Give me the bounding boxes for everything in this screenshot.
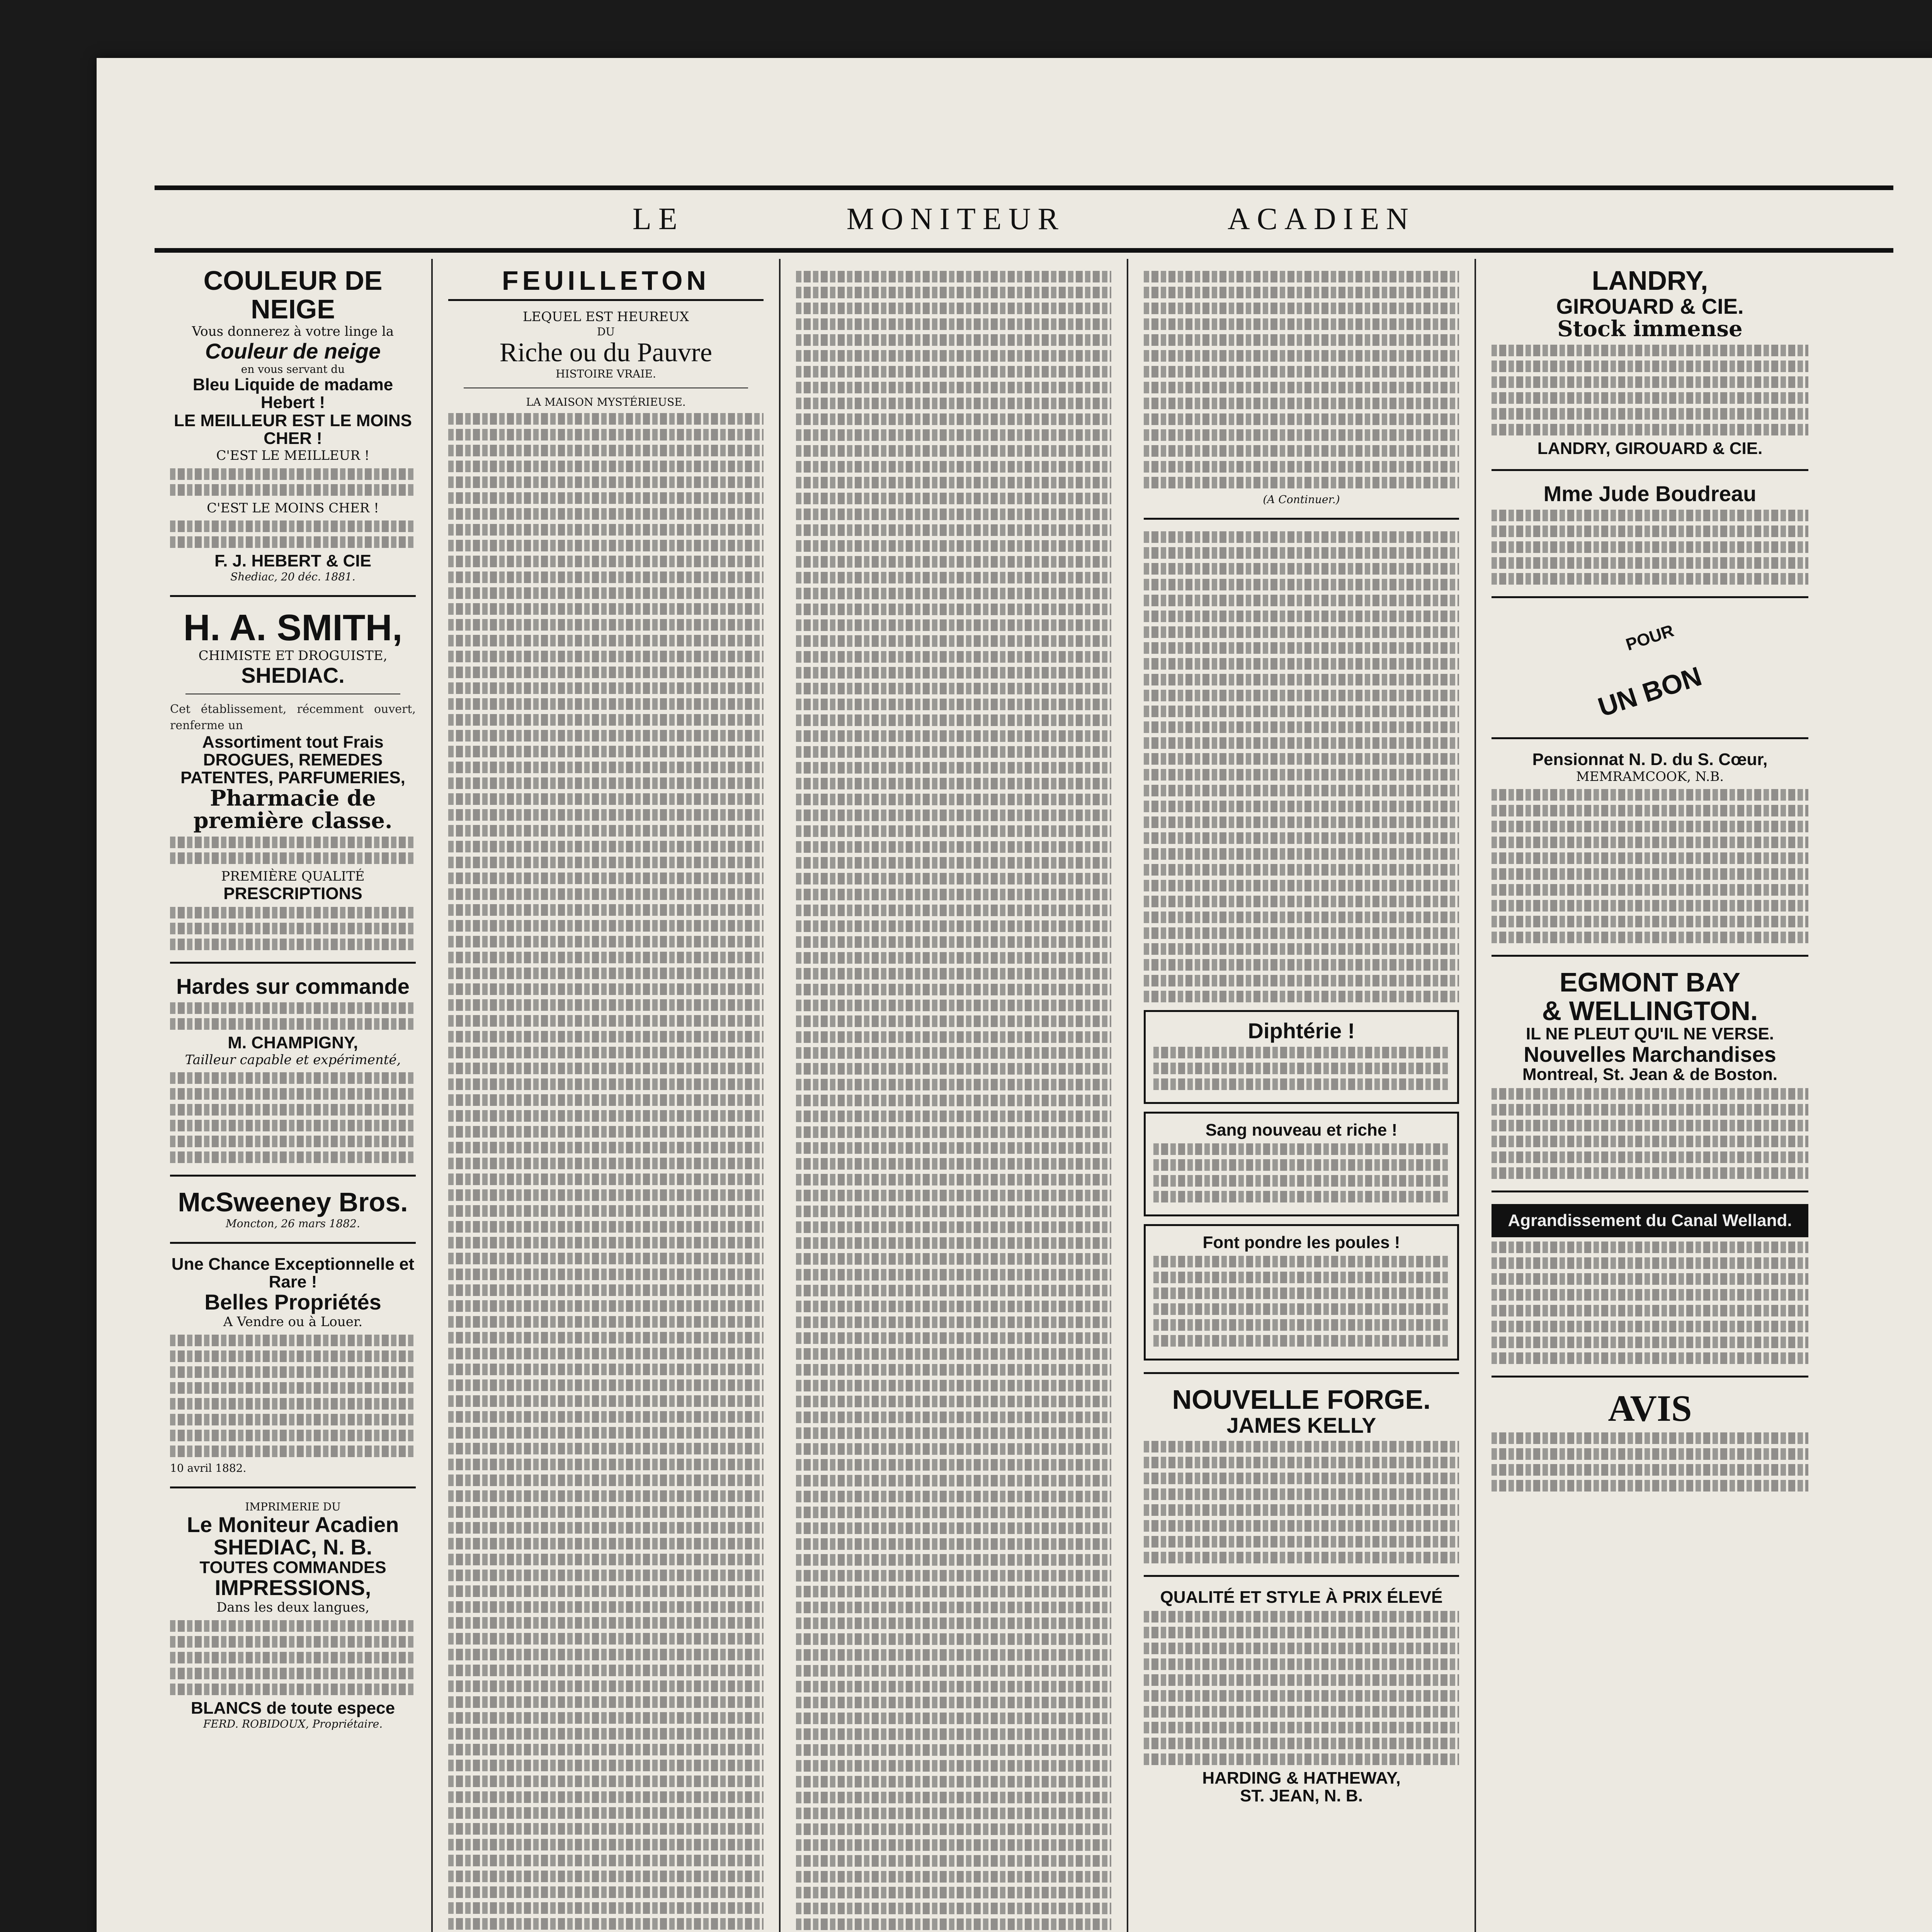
column-5-ads	[1476, 259, 1824, 1932]
story-continued-note: (A Continuer.)	[1263, 493, 1340, 506]
ad-name: JAMES KELLY	[1226, 1413, 1376, 1437]
ad-un-bon	[1492, 621, 1808, 723]
ad-line: en vous servant du	[241, 363, 345, 376]
column-4	[1128, 259, 1476, 1932]
ad-subtitle: Stock immense	[1557, 316, 1743, 342]
ad-title: Hardes sur commande	[176, 974, 410, 998]
ad-date: 10 avril 1882.	[170, 1461, 247, 1475]
ad-mcsweeney	[170, 1188, 416, 1230]
ad-subtitle: A Vendre ou à Louer.	[223, 1314, 363, 1330]
column-1-ads	[155, 259, 433, 1932]
ad-signature: F. J. HEBERT & CIE	[214, 551, 371, 571]
ad-subtitle: Belles Propriétés	[204, 1290, 381, 1315]
ad-text: Cet établissement, récemment ouvert, renferme un	[170, 702, 416, 732]
ad-town: MEMRAMCOOK, N.B.	[1576, 769, 1724, 784]
ad-pensionnat	[1492, 751, 1808, 944]
ad-avis	[1492, 1389, 1808, 1492]
ad-line: PRESCRIPTIONS	[223, 884, 362, 903]
ad-line: Nouvelles Marchandises	[1524, 1042, 1776, 1066]
ad-title: & WELLINGTON.	[1542, 995, 1758, 1026]
ad-line: Bleu Liquide de madame Hebert !	[192, 375, 393, 412]
ad-title: Diphtérie !	[1248, 1019, 1355, 1043]
newspaper-page	[97, 58, 1932, 1932]
ad-line: Vous donnerez à votre linge la	[192, 324, 394, 339]
ad-imprimerie	[170, 1500, 416, 1731]
ad-title: McSweeney Bros.	[178, 1187, 408, 1218]
ad-town: SHEDIAC.	[241, 663, 345, 687]
ad-title: GIROUARD & CIE.	[1556, 294, 1744, 318]
story-title-mid: DU	[597, 325, 615, 338]
ad-subtitle: CHIMISTE ET DROGUISTE,	[198, 648, 388, 664]
story-title-pre: LEQUEL EST HEUREUX	[522, 309, 689, 325]
ad-egmont	[1492, 968, 1808, 1179]
masthead	[155, 185, 1893, 253]
ad-line: Dans les deux langues,	[216, 1600, 369, 1616]
masthead-center: MONITEUR	[846, 202, 1065, 236]
ad-title: EGMONT BAY	[1559, 967, 1741, 998]
ad-line: TOUTES COMMANDES	[199, 1558, 386, 1577]
ad-signature: FERD. ROBIDOUX, Propriétaire.	[203, 1717, 383, 1730]
ad-title: QUALITÉ ET STYLE À PRIX ÉLEVÉ	[1160, 1588, 1443, 1607]
ad-line: DROGUES, REMEDES PATENTES, PARFUMERIES,	[180, 750, 405, 787]
ad-role: Tailleur capable et expérimenté,	[185, 1052, 401, 1068]
ad-title: Le Moniteur Acadien	[187, 1512, 399, 1537]
ad-pre: IMPRIMERIE DU	[245, 1500, 341, 1513]
story-body-continued	[796, 271, 1111, 1932]
ad-title: LANDRY,	[1592, 265, 1708, 296]
ad-title: NOUVELLE FORGE.	[1172, 1384, 1431, 1415]
ad-town: SHEDIAC, N. B.	[213, 1535, 372, 1560]
ad-landry	[1492, 267, 1808, 457]
column-2-feuilleton	[433, 259, 781, 1932]
ad-line: Montreal, St. Jean & de Boston.	[1522, 1065, 1778, 1084]
ad-name: M. CHAMPIGNY,	[228, 1033, 358, 1052]
ad-line: BLANCS de toute espece	[190, 1698, 395, 1718]
ad-couleur-de-neige	[170, 267, 416, 583]
ad-line: POUR	[1623, 621, 1676, 655]
ad-subtitle: IL NE PLEUT QU'IL NE VERSE.	[1526, 1024, 1774, 1044]
ad-canal	[1492, 1204, 1808, 1364]
ad-date: Shediac, 20 déc. 1881.	[230, 570, 355, 583]
column-3-story	[781, 259, 1128, 1932]
ad-proprietes	[170, 1255, 416, 1475]
feuilleton-header: FEUILLETON	[448, 267, 764, 301]
ad-boudreau	[1492, 483, 1808, 585]
story-section: LA MAISON MYSTÉRIEUSE.	[526, 395, 686, 408]
ad-line: IMPRESSIONS,	[214, 1575, 371, 1600]
masthead-left: LE	[633, 202, 684, 236]
story-subtitle: HISTOIRE VRAIE.	[556, 367, 656, 380]
columns	[155, 259, 1893, 1932]
ad-line: LE MEILLEUR EST LE MOINS CHER !	[173, 411, 412, 448]
ad-line: C'EST LE MOINS CHER !	[207, 500, 379, 516]
ad-signature: HARDING & HATHEWAY,	[1202, 1768, 1401, 1787]
ad-sang-nouveau	[1144, 1112, 1459, 1216]
ad-diphterie	[1144, 1010, 1459, 1104]
ad-poules	[1144, 1224, 1459, 1361]
ad-line: C'EST LE MEILLEUR !	[216, 448, 370, 464]
ad-line: Couleur de neige	[205, 338, 381, 363]
story-title: Riche ou du Pauvre	[499, 338, 713, 367]
ad-title: COULEUR DE NEIGE	[203, 265, 383, 324]
masthead-right: ACADIEN	[1227, 202, 1415, 236]
ad-line: Pharmacie de première classe.	[193, 785, 393, 834]
ad-title: Mme Jude Boudreau	[1543, 481, 1757, 506]
ad-title: Font pondre les poules !	[1202, 1233, 1400, 1252]
story-body	[448, 413, 764, 1932]
ad-harding	[1144, 1588, 1459, 1805]
ad-title: AVIS	[1608, 1387, 1692, 1429]
ad-title: Agrandissement du Canal Welland.	[1492, 1204, 1808, 1237]
ad-signature: LANDRY, GIROUARD & CIE.	[1537, 439, 1763, 458]
ad-forge	[1144, 1386, 1459, 1563]
ad-line: PREMIÈRE QUALITÉ	[221, 869, 365, 884]
ad-date: Moncton, 26 mars 1882.	[226, 1217, 360, 1230]
ad-town: ST. JEAN, N. B.	[1240, 1786, 1363, 1805]
ad-hardes	[170, 975, 416, 1163]
ad-line: UN BON	[1594, 661, 1706, 723]
ad-ha-smith	[170, 609, 416, 950]
ad-line: Assortiment tout Frais	[202, 733, 384, 752]
ad-title: Pensionnat N. D. du S. Cœur,	[1532, 750, 1768, 769]
ad-title: H. A. SMITH,	[183, 607, 403, 649]
ad-title: Une Chance Exceptionnelle et Rare !	[171, 1254, 415, 1292]
ad-title: Sang nouveau et riche !	[1205, 1120, 1398, 1139]
